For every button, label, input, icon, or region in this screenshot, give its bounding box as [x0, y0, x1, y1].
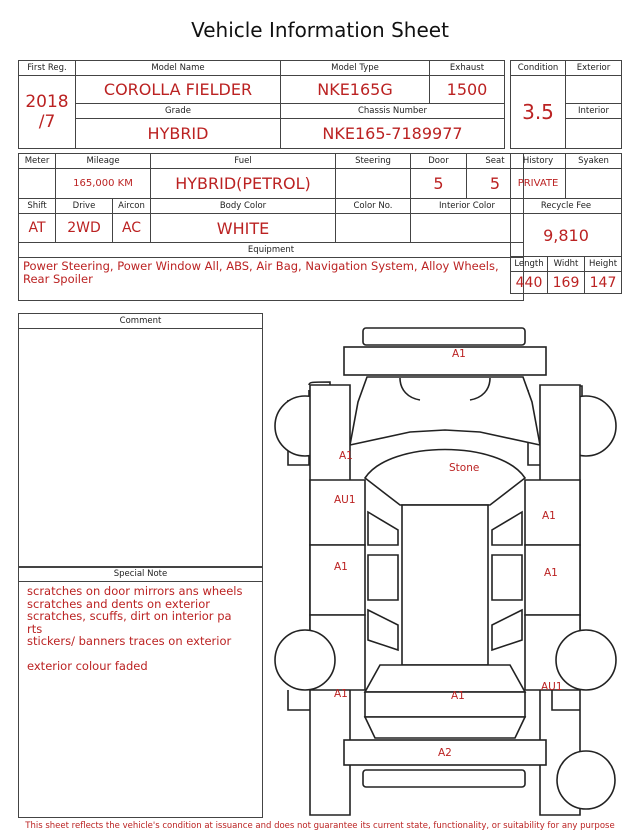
- body-color-value: WHITE: [151, 214, 336, 243]
- left-rear-window: [368, 555, 398, 600]
- model-name-value: COROLLA FIELDER: [76, 76, 281, 104]
- damage-rear-bumper: A2: [438, 747, 452, 759]
- left-front-window: [368, 512, 398, 545]
- grade-label: Grade: [76, 104, 281, 119]
- damage-left-rear-door: A1: [334, 561, 348, 573]
- damage-windshield: Stone: [449, 462, 480, 474]
- drive-value: 2WD: [56, 214, 113, 243]
- left-quarter-window: [368, 610, 398, 650]
- equipment-label: Equipment: [19, 243, 524, 258]
- right-rear-wheel: [556, 630, 616, 690]
- door-value: 5: [411, 169, 467, 199]
- chassis-number-value: NKE165-7189977: [281, 119, 505, 149]
- color-no-label: Color No.: [336, 199, 411, 214]
- shift-value: AT: [19, 214, 56, 243]
- width-label: Widht: [548, 257, 585, 272]
- special-note-line: stickers/ banners traces on exterior: [27, 634, 232, 648]
- special-note-line: scratches, scuffs, dirt on interior pa: [27, 609, 232, 623]
- door-label: Door: [411, 154, 467, 169]
- special-note-label: Special Note: [19, 567, 262, 582]
- fuel-label: Fuel: [151, 154, 336, 169]
- right-quarter-window: [492, 610, 522, 650]
- sheet-title: Vehicle Information Sheet: [191, 18, 449, 42]
- front-bumper: [363, 328, 525, 345]
- aircon-label: Aircon: [113, 199, 151, 214]
- seat-value: 5: [467, 169, 524, 199]
- tailgate-lower: [365, 717, 525, 738]
- first-reg-year: 2018: [25, 92, 69, 112]
- rear-window: [365, 665, 525, 692]
- model-type-value: NKE165G: [281, 76, 430, 104]
- width-value: 169: [548, 272, 585, 294]
- chassis-number-label: Chassis Number: [281, 104, 505, 119]
- right-front-window: [492, 512, 522, 545]
- front-bumper-lower: [344, 347, 546, 375]
- length-label: Length: [511, 257, 548, 272]
- shift-label: Shift: [19, 199, 56, 214]
- rear-bumper-lower: [363, 770, 525, 787]
- length-value: 440: [511, 272, 548, 294]
- mileage-label: Mileage: [56, 154, 151, 169]
- special-note-line: scratches and dents on exterior: [27, 596, 210, 611]
- right-rear-door: [525, 545, 580, 615]
- damage-trunk: A1: [451, 690, 465, 702]
- damage-right-rear-door: A1: [544, 567, 558, 579]
- exhaust-label: Exhaust: [430, 61, 505, 76]
- damage-left-front-door: AU1: [334, 494, 356, 506]
- roof: [402, 505, 488, 665]
- tailgate: [365, 692, 525, 717]
- damage-left-rear-fender: A1: [334, 688, 348, 700]
- comment-label: Comment: [19, 314, 262, 329]
- mileage-value: 165,000 KM: [56, 169, 151, 199]
- damage-right-rear-fender: AU1: [541, 681, 563, 693]
- body-color-label: Body Color: [151, 199, 336, 214]
- recycle-fee-value: 9,810: [511, 214, 622, 257]
- grade-value: HYBRID: [76, 119, 281, 149]
- special-note-line: rts: [27, 621, 43, 636]
- first-reg-month: /7: [38, 112, 56, 132]
- recycle-fee-label: Recycle Fee: [511, 199, 622, 214]
- first-reg-label: First Reg.: [19, 61, 76, 76]
- history-value: PRIVATE: [511, 169, 566, 199]
- left-rear-wheel: [275, 630, 335, 690]
- height-label: Height: [585, 257, 622, 272]
- history-label: History: [511, 154, 566, 169]
- seat-label: Seat: [467, 154, 524, 169]
- disclaimer-footer: This sheet reflects the vehicle's condition at issuance and does not guarantee its current state, functionality, or suitability for any purpose: [25, 821, 615, 831]
- exterior-label: Exterior: [566, 61, 622, 76]
- drive-label: Drive: [56, 199, 113, 214]
- equipment-value: Power Steering, Power Window All, ABS, Air Bag, Navigation System, Alloy Wheels, Rear Spoiler: [19, 258, 524, 301]
- height-value: 147: [585, 272, 622, 294]
- damage-left-front-fender: A1: [339, 450, 353, 462]
- damage-hood-front: A1: [452, 348, 466, 360]
- special-note-line: exterior colour faded: [27, 659, 148, 673]
- condition-value: 3.5: [511, 76, 566, 149]
- exhaust-value: 1500: [430, 76, 505, 104]
- interior-label: Interior: [566, 104, 622, 119]
- left-rear-door: [310, 545, 365, 615]
- syaken-label: Syaken: [566, 154, 622, 169]
- windshield: [365, 450, 525, 506]
- spare-tire: [557, 751, 615, 809]
- fuel-value: HYBRID(PETROL): [151, 169, 336, 199]
- aircon-value: AC: [113, 214, 151, 243]
- steering-label: Steering: [336, 154, 411, 169]
- interior-color-label: Interior Color: [411, 199, 524, 214]
- model-name-label: Model Name: [76, 61, 281, 76]
- model-type-label: Model Type: [281, 61, 430, 76]
- left-front-door: [310, 480, 365, 545]
- meter-label: Meter: [19, 154, 56, 169]
- condition-label: Condition: [511, 61, 566, 76]
- hood: [350, 377, 540, 445]
- damage-right-front-door: A1: [542, 510, 556, 522]
- right-rear-window: [492, 555, 522, 600]
- special-note-line: scratches on door mirrors ans wheels: [27, 584, 243, 598]
